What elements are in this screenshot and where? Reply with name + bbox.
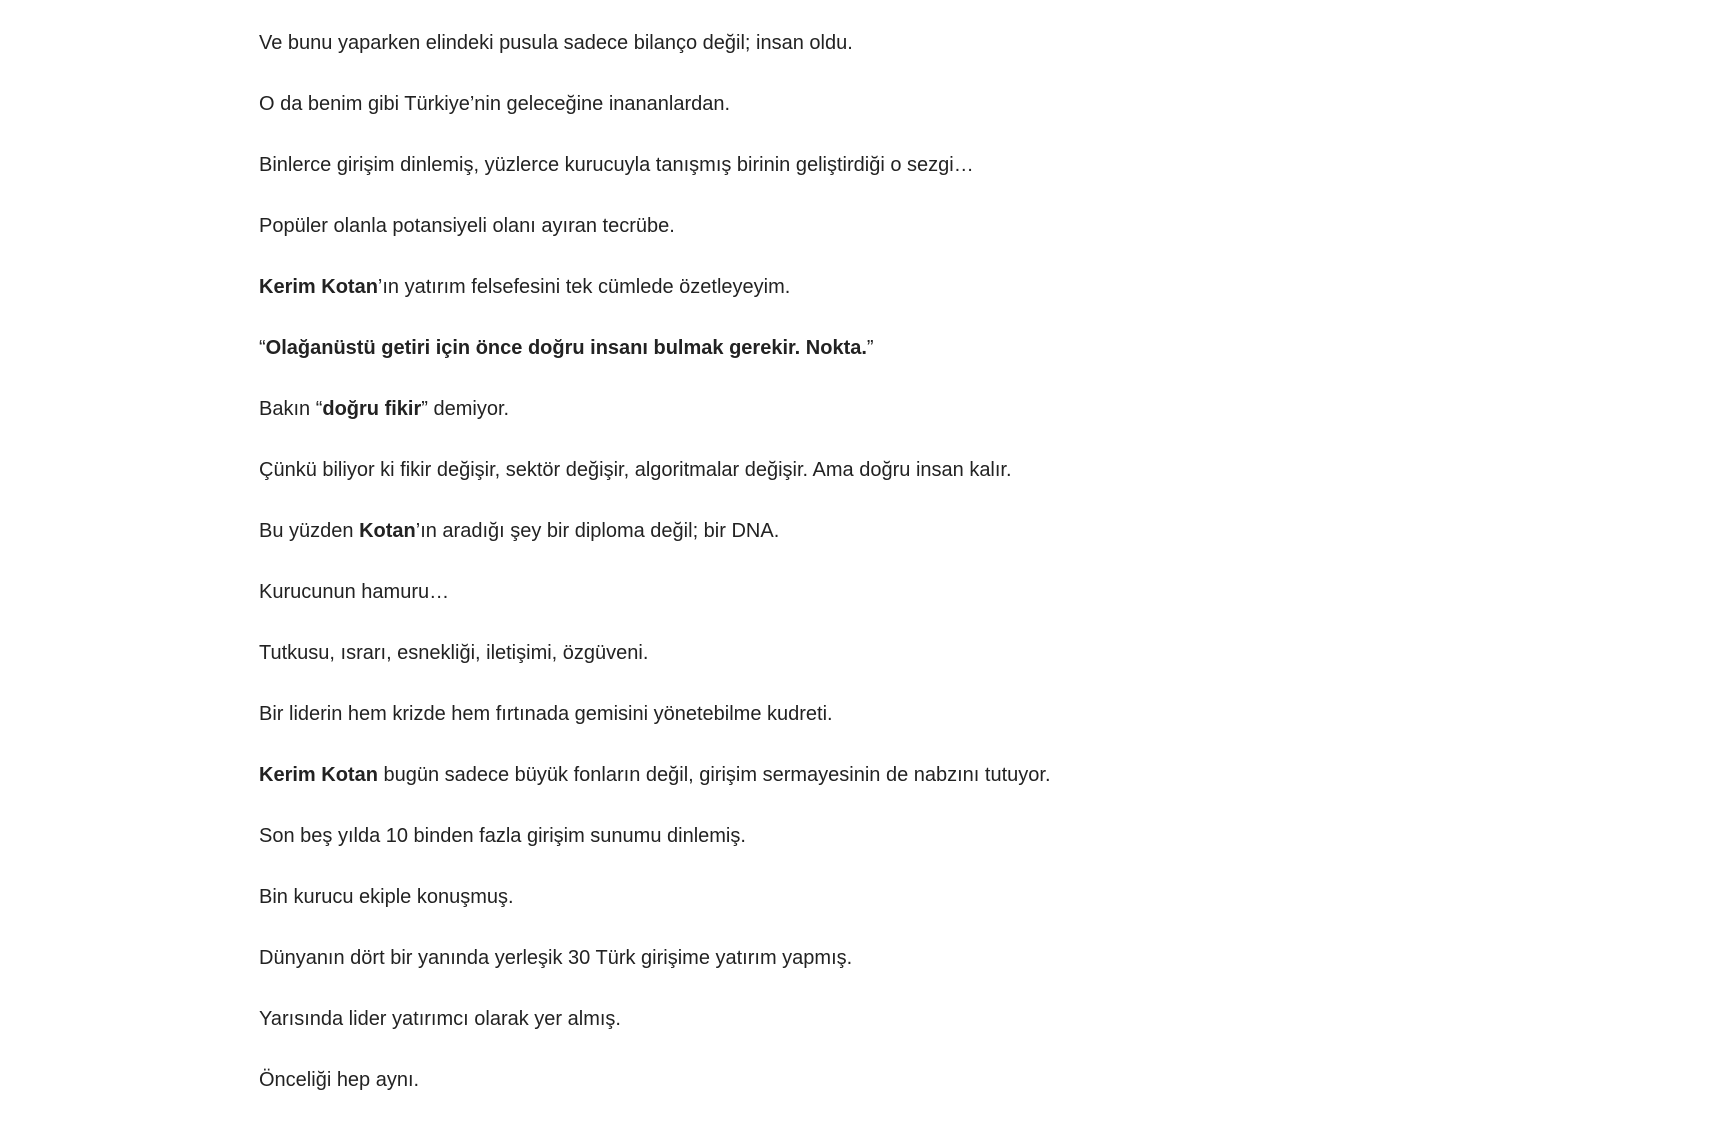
paragraph <box>259 150 1459 211</box>
text-run: ” <box>866 337 874 359</box>
text-run: ’ın yatırım felsefesini tek cümlede özetleyeyim. <box>377 276 791 298</box>
paragraph <box>259 1004 1459 1065</box>
text-run: bugün sadece büyük fonların değil, girişim sermayesinin de nabzını tutuyor. <box>377 764 1051 786</box>
text-run: Kurucunun hamuru… <box>259 581 450 603</box>
text-run: Bakın “ <box>259 398 323 420</box>
paragraph <box>259 638 1459 699</box>
text-run: Dünyanın dört bir yanında yerleşik 30 Türk girişime yatırım yapmış. <box>259 947 853 969</box>
paragraph <box>259 394 1459 455</box>
text-run: Binlerce girişim dinlemiş, yüzlerce kurucuyla tanışmış birinin geliştirdiği o sezgi… <box>259 154 974 176</box>
text-run: Tutkusu, ısrarı, esnekliği, iletişimi, özgüveni. <box>259 642 649 664</box>
text-run: Bir liderin hem krizde hem fırtınada gemisini yönetebilme kudreti. <box>259 703 833 725</box>
paragraph <box>259 89 1459 150</box>
paragraph <box>259 455 1459 516</box>
paragraph <box>259 577 1459 638</box>
text-run: Yarısında lider yatırımcı olarak yer almış. <box>259 1008 621 1030</box>
paragraph <box>259 211 1459 272</box>
bold-text: Kotan <box>359 520 416 542</box>
text-run: O da benim gibi Türkiye’nin geleceğine inananlardan. <box>259 93 731 115</box>
paragraph <box>259 333 1459 394</box>
paragraph <box>259 516 1459 577</box>
text-run: ” demiyor. <box>421 398 510 420</box>
article-body <box>259 28 1459 1126</box>
text-run: “ <box>259 337 266 359</box>
text-run: Ve bunu yaparken elindeki pusula sadece bilanço değil; insan oldu. <box>259 32 853 54</box>
bold-text: Olağanüstü getiri için önce doğru insanı bulmak gerekir. Nokta. <box>265 337 867 359</box>
bold-text: Kerim Kotan <box>259 276 378 298</box>
bold-text: Kerim Kotan <box>259 764 378 786</box>
text-run: Bu yüzden <box>259 520 360 542</box>
paragraph <box>259 272 1459 333</box>
text-run: Önceliği hep aynı. <box>259 1069 420 1091</box>
paragraph <box>259 821 1459 882</box>
text-run: Bin kurucu ekiple konuşmuş. <box>259 886 514 908</box>
text-run: Popüler olanla potansiyeli olanı ayıran tecrübe. <box>259 215 675 237</box>
paragraph <box>259 882 1459 943</box>
paragraph <box>259 28 1459 89</box>
text-run: Son beş yılda 10 binden fazla girişim sunumu dinlemiş. <box>259 825 746 847</box>
text-run: Çünkü biliyor ki fikir değişir, sektör değişir, algoritmalar değişir. Ama doğru insan kalır. <box>259 459 1012 481</box>
text-run: ’ın aradığı şey bir diploma değil; bir DNA. <box>415 520 780 542</box>
paragraph <box>259 699 1459 760</box>
paragraph <box>259 943 1459 1004</box>
bold-text: doğru fikir <box>322 398 422 420</box>
paragraph <box>259 760 1459 821</box>
